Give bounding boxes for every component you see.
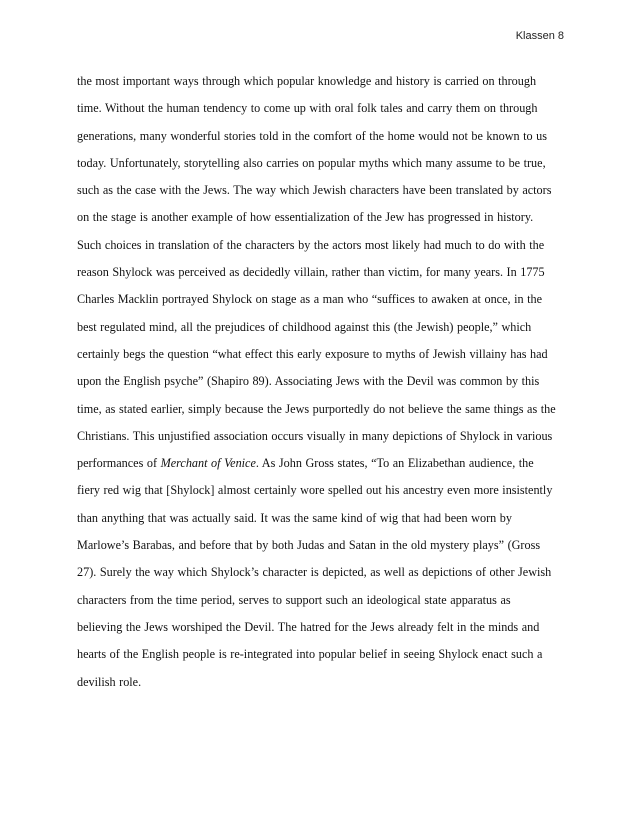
text-line-with-title — [77, 450, 563, 477]
text-segment: . As John Gross states, “To an Elizabethan audience, the — [255, 456, 534, 471]
text-line: time. Without the human tendency to come up with oral folk tales and carry them on through — [77, 101, 538, 116]
text-line: characters from the time period, serves to support such an ideological state apparatus as — [77, 592, 511, 607]
text-line: hearts of the English people is re-integrated into popular belief in seeing Shylock enact such a — [77, 647, 543, 662]
text-line: devilish role. — [77, 674, 142, 689]
text-line: Marlowe’s Barabas, and before that by both Judas and Satan in the old mystery plays” (Gross — [77, 538, 541, 553]
play-title: Merchant of Venice — [160, 456, 256, 471]
text-line: on the stage is another example of how essentialization of the Jew has progressed in history. — [77, 210, 534, 225]
text-line: Charles Macklin portrayed Shylock on stage as a man who “suffices to awaken at once, in the — [77, 292, 543, 307]
text-line: Such choices in translation of the characters by the actors most likely had much to do with the — [77, 237, 545, 252]
body-text — [77, 68, 563, 696]
page-header: Klassen 8 — [515, 30, 564, 42]
text-line: certainly begs the question “what effect this early exposure to myths of Jewish villainy has had — [77, 346, 548, 361]
text-line: the most important ways through which popular knowledge and history is carried on through — [77, 74, 537, 88]
text-line: Christians. This unjustified association occurs visually in many depictions of Shylock in various — [77, 428, 553, 443]
text-line: than anything that was actually said. It was the same kind of wig that had been worn by — [77, 510, 512, 525]
text-line: believing the Jews worshiped the Devil. The hatred for the Jews already felt in the minds and — [77, 619, 540, 634]
text-line: upon the English psyche” (Shapiro 89). Associating Jews with the Devil was common by this — [77, 374, 540, 389]
text-line: 27). Surely the way which Shylock’s character is depicted, as well as depictions of other Jewish — [77, 565, 552, 580]
text-segment: performances of — [77, 456, 161, 471]
text-line: fiery red wig that [Shylock] almost certainly wore spelled out his ancestry even more insistently — [77, 483, 553, 498]
text-line: generations, many wonderful stories told in the comfort of the home would not be known to us — [77, 128, 548, 143]
text-line: today. Unfortunately, storytelling also carries on popular myths which many assume to be true, — [77, 155, 546, 170]
text-line: time, as stated earlier, simply because the Jews purportedly do not believe the same things as the — [77, 401, 556, 416]
text-line: best regulated mind, all the prejudices of childhood against this (the Jewish) people,” which — [77, 319, 532, 334]
text-line: reason Shylock was perceived as decidedly villain, rather than victim, for many years. In 1775 — [77, 265, 545, 280]
text-line: such as the case with the Jews. The way which Jewish characters have been translated by actors — [77, 183, 552, 198]
